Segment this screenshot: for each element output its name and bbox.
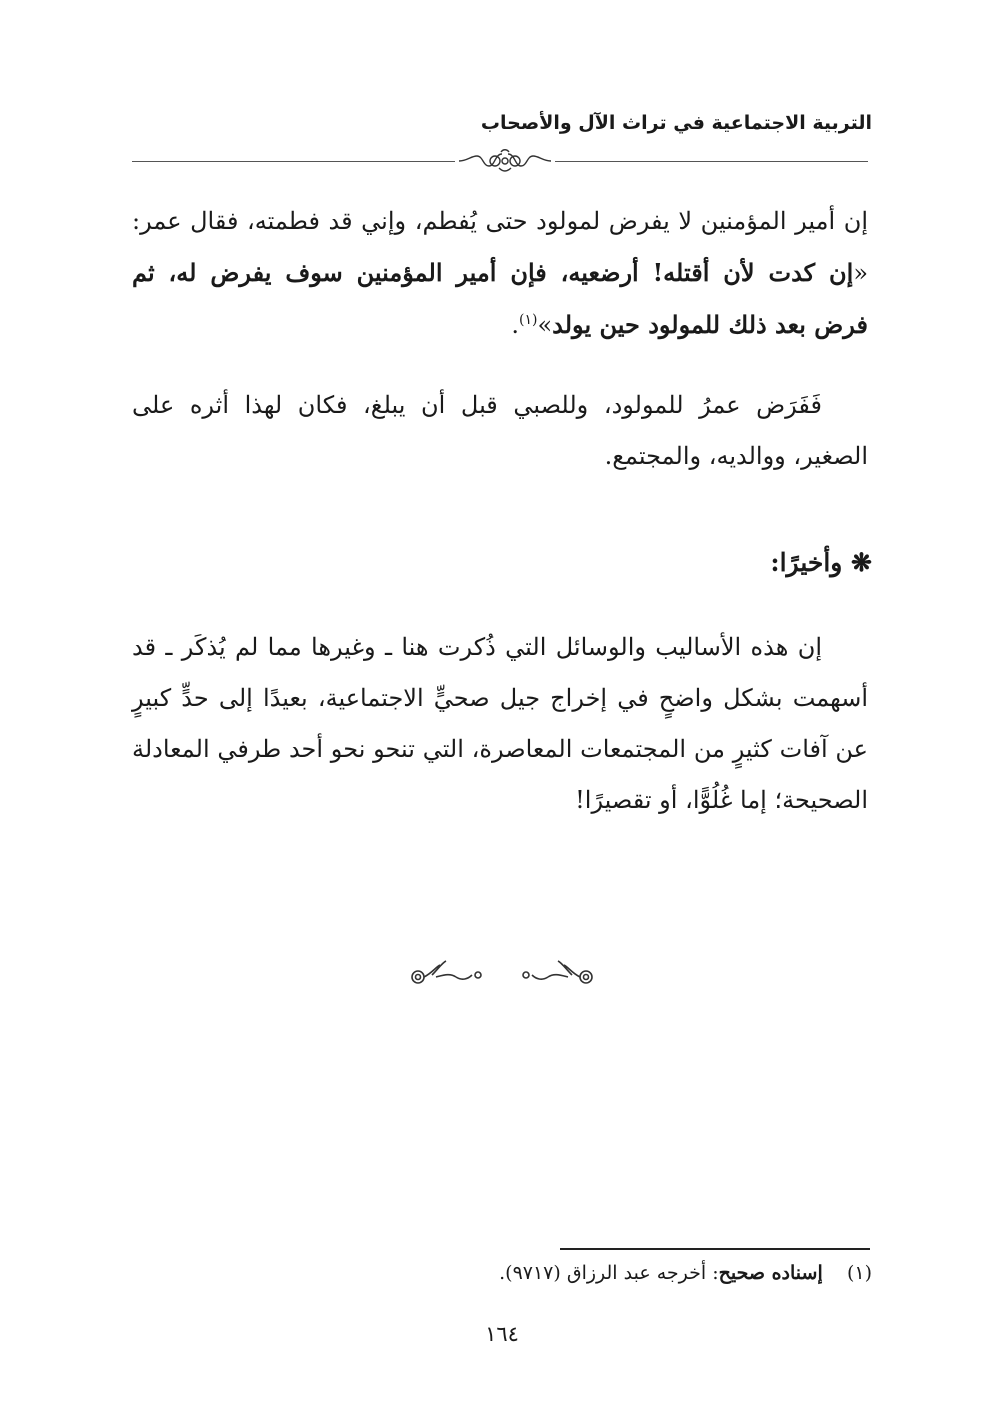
footnote-text: : أخرجه عبد الرزاق (٩٧١٧). [499, 1262, 719, 1284]
paragraph-1-bold-b: فإن أمير المؤمنين سوف يفرض له، ثم فرض بعد ذلك للمولود حين يولد [132, 258, 868, 339]
footnote-bold-label: إسناده صحيح [718, 1262, 823, 1284]
paragraph-1 [132, 196, 868, 351]
paragraph-3: إن هذه الأساليب والوسائل التي ذُكرت هنا ـ وغيرها مما لم يُذكَر ـ قد أسهمت بشكل واضحٍ في إخراج جيل صحيٍّ الاجتماعية، بعيدًا إلى حدٍّ كبيرٍ عن آفات كثيرٍ من المجتمعات المعاصرة، التي تنحو نحو أحد طرفي المعادلة الصحيحة؛ إما غُلُوًّا، أو تقصيرًا! [132, 633, 868, 814]
page-number: ١٦٤ [485, 1322, 519, 1346]
paragraph-1-text: إن أمير المؤمنين لا يفرض لمولود حتى يُفطم، وإني قد فطمته، فقال عمر: « [132, 207, 868, 287]
paragraph-1-closing-quote: » [537, 311, 553, 339]
section-heading: ❋ وأخيرًا: [770, 548, 872, 577]
header-ornament-icon [455, 146, 555, 176]
paragraph-1-bold-a: إن كدت لأن أقتله! [652, 258, 854, 287]
footnote [499, 1262, 872, 1284]
footnote-number: (١) [846, 1262, 872, 1284]
section-divider-ornament-icon [402, 955, 602, 993]
paragraph-2: فَفَرَض عمرُ للمولود، وللصبي قبل أن يبلغ، فكان لهذا أثره على الصغير، ووالديه، والمجتمع. [132, 391, 868, 470]
footnote-rule [560, 1248, 870, 1250]
paragraph-1-plain-a: أرضعيه، [546, 258, 653, 287]
paragraph-1-end: . [511, 311, 519, 339]
footnote-reference[interactable]: (١) [518, 312, 538, 328]
running-header: التربية الاجتماعية في تراث الآل والأصحاب [480, 112, 872, 134]
